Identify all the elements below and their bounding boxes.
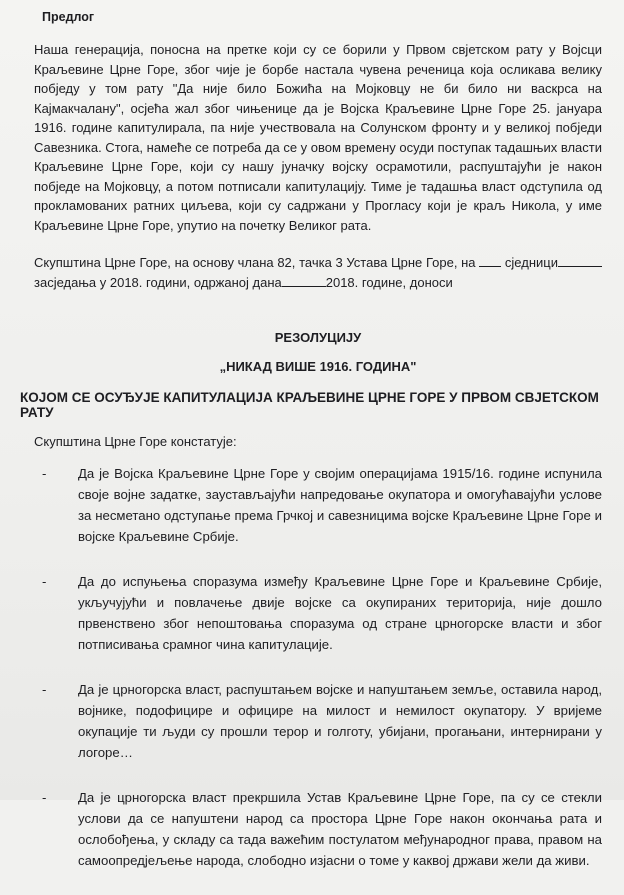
resolution-title: РЕЗОЛУЦИЈУ xyxy=(274,330,362,345)
blank-line xyxy=(282,274,326,287)
assembly-text-4: 2018. године, доноси xyxy=(325,274,453,290)
assembly-text-3: засједања у 2018. години, одржаној дана xyxy=(34,274,282,290)
resolution-heading: КОЈОМ СЕ ОСУЂУЈЕ КАПИТУЛАЦИЈА КРАЉЕВИНЕ ЦРНЕ ГОРЕ У ПРВОМ СВЈЕТСКОМ РАТУ xyxy=(20,390,599,420)
bullet-dash: - xyxy=(42,790,47,805)
resolution-bullets xyxy=(34,463,602,871)
bullet-dash: - xyxy=(42,574,47,589)
list-item xyxy=(34,571,602,655)
assembly-text-2: сједници xyxy=(504,255,558,270)
bullet-text: Да је Војска Краљевине Црне Горе у својим операцијама 1915/16. године испунила своје војне задатке, заустављајући напредовање окупатора и омогућавајући услове за несметано одступање према Грчкој и савезницима војске Краљевине Црне Горе и војске Краљевине Србије. xyxy=(78,466,602,544)
bullet-dash: - xyxy=(42,466,47,481)
blank-line xyxy=(479,254,501,267)
bullet-text: Да је црногорска власт, распуштањем војске и напуштањем земље, оставила народ, војнике, подофицире и официре на милост и немилост окупатору. У вријеме окупације ти људи су прошли терор и голготу, убијани, прогањани, интернирани у логоре… xyxy=(78,682,602,760)
list-item xyxy=(34,463,602,547)
resolution-subtitle: „НИКАД ВИШЕ 1916. ГОДИНА" xyxy=(219,359,417,374)
bullet-text: Да до испуњења споразума између Краљевине Црне Горе и Краљевине Србије, укључујући и повлачење двије војске са окупираних територија, није дошло првенствено због непоштовања споразума од стране црногорске власти и због потписивања срамног чина капитулације. xyxy=(78,574,602,652)
assembly-states: Скупштина Црне Горе констатује: xyxy=(34,434,237,449)
document-content xyxy=(20,6,602,895)
assembly-text-1: Скупштина Црне Горе, на основу члана 82, тачка 3 Устава Црне Горе, на xyxy=(34,255,476,270)
bullet-text: Да је црногорска власт прекршила Устав Краљевине Црне Горе, па су се стекли услови да се напуштени народ са простора Црне Горе након окончања рата и ослобођења, у складу са тада важећим постулатом међународног права, правом на самоопредјељење народа, слободно изјасни о томе у каквој држави жели да живи. xyxy=(78,790,602,868)
blank-line xyxy=(558,254,602,267)
assembly-paragraph xyxy=(34,253,602,292)
document-heading: Предлог xyxy=(42,10,95,24)
bullet-dash: - xyxy=(42,682,47,697)
list-item xyxy=(34,679,602,763)
intro-paragraph: Наша генерација, поносна на претке који су се борили у Првом свјетском рату у Војсци Краљевине Црне Горе, због чије је борбе настала чувена реченица која осликава велику побједу у том рату "Да није било Божића на Мојковцу не би било ни васкрса на Кајмакчалану", осјећа жал због чињенице да је Војска Краљевине Црне Горе 25. јануара 1916. године капитулирала, па није учествовала на Солунском фронту и у великој побједи Савезника. Стога, намеће се потреба да се у овом времену осуди поступак тадашњих власти Краљевине Црне Горе, који су нашу јуначку војску осрамотили, распуштајући је након побједе на Мојковцу, а потом потписали капитулацију. Тиме је тадашња власт одступила од прокламованих ратних циљева, који су садржани у Прогласу који је краљ Никола, у име Краљевине Црне Горе, упутио на почетку Великог рата. xyxy=(34,42,602,233)
